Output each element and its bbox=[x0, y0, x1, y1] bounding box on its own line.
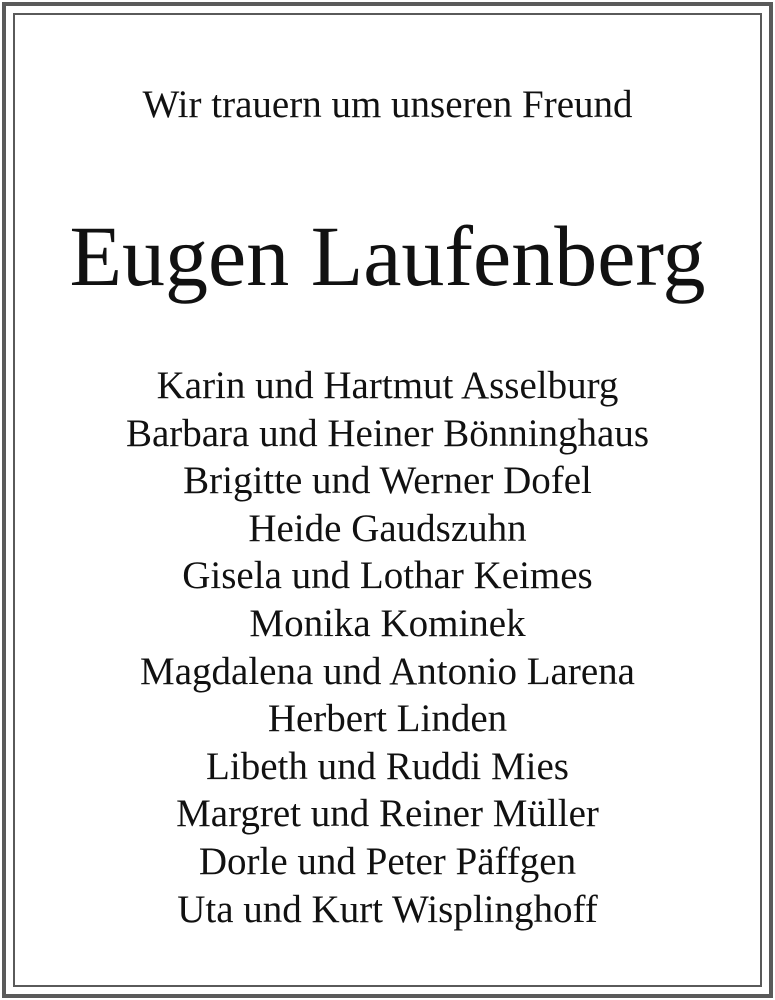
mourner-entry: Karin und Hartmut Asselburg bbox=[156, 364, 619, 407]
mourner-entry: Dorle und Peter Päffgen bbox=[198, 839, 577, 883]
intro-line: Wir trauern um unseren Freund bbox=[142, 83, 633, 126]
mourner-entry: Herbert Linden bbox=[267, 697, 508, 741]
mourner-entry: Gisela und Lothar Keimes bbox=[182, 554, 593, 598]
mourner-entry: Heide Gaudszuhn bbox=[248, 506, 527, 550]
mourner-entry: Libeth und Ruddi Mies bbox=[206, 744, 569, 788]
mourner-entry: Uta und Kurt Wisplinghoff bbox=[177, 887, 598, 931]
deceased-name: Eugen Laufenberg bbox=[69, 208, 706, 304]
mourner-entry: Brigitte und Werner Dofel bbox=[183, 459, 592, 503]
mourners-list bbox=[0, 362, 775, 933]
mourner-entry: Magdalena und Antonio Larena bbox=[140, 649, 635, 693]
mourner-entry: Barbara und Heiner Bönninghaus bbox=[125, 411, 650, 455]
mourner-entry: Monika Kominek bbox=[249, 601, 526, 645]
mourner-entry: Margret und Reiner Müller bbox=[176, 792, 599, 836]
